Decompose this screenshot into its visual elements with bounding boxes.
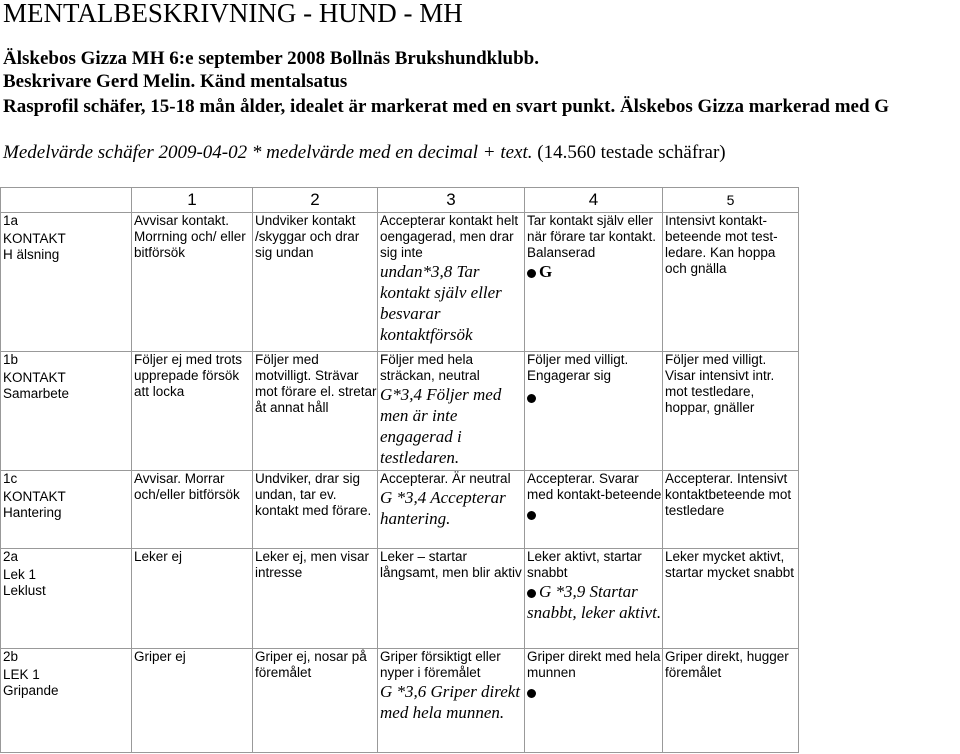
- header-line-2: Beskrivare Gerd Melin. Känd mentalsatus: [3, 71, 348, 92]
- row-code: 1b: [3, 352, 19, 367]
- cell-5: Följer med villigt. Visar intensivt intr. mot testledare, hoppar, gnäller: [663, 352, 799, 471]
- table-row: [1, 649, 799, 753]
- row-label: [1, 549, 132, 649]
- cell-5: Accepterar. Intensivt kontaktbeteende mot testledare: [663, 471, 799, 549]
- cell-3: [378, 471, 525, 549]
- subtitle-italic: Medelvärde schäfer 2009-04-02 * medelvärde med en decimal + text.: [3, 142, 533, 163]
- row-label: [1, 649, 132, 753]
- ideal-dot-icon: [527, 394, 536, 403]
- cell-3-text: Accepterar. Är neutral: [380, 471, 511, 486]
- subtitle: [3, 141, 726, 164]
- cell-4-text: Leker aktivt, startar snabbt: [527, 549, 642, 580]
- cell-3: [378, 649, 525, 753]
- cell-1: Avvisar kontakt. Morrning och/ eller bitförsök: [132, 213, 253, 352]
- row-name: Gripande: [3, 683, 59, 698]
- cell-2: Undviker kontakt /skyggar och drar sig undan: [253, 213, 378, 352]
- header-line-1: Älskebos Gizza MH 6:e september 2008 Bollnäs Brukshundklubb.: [3, 48, 539, 69]
- cell-3: [378, 213, 525, 352]
- col-header-2: 2: [253, 188, 378, 213]
- row-label: [1, 352, 132, 471]
- ideal-dot-icon: [527, 589, 536, 598]
- cell-3-text: Griper försiktigt eller nyper i föremålet: [380, 649, 501, 680]
- table-row: [1, 549, 799, 649]
- row-code: 2a: [3, 549, 19, 564]
- row-category: KONTAKT: [3, 370, 66, 385]
- cell-2: Leker ej, men visar intresse: [253, 549, 378, 649]
- cell-1: Följer ej med trots upprepade försök att locka: [132, 352, 253, 471]
- cell-4: [525, 549, 663, 649]
- cell-4: [525, 352, 663, 471]
- row-code: 1a: [3, 213, 19, 228]
- cell-3-text: Följer med hela sträckan, neutral: [380, 352, 480, 383]
- cell-5: Griper direkt, hugger föremålet: [663, 649, 799, 753]
- cell-3-average: G *3,4 Accepterar hantering.: [380, 488, 506, 528]
- cell-3-average: G *3,6 Griper direkt med hela munnen.: [380, 682, 521, 722]
- row-label: [1, 471, 132, 549]
- table-row: [1, 213, 799, 352]
- cell-3-text: Accepterar kontakt helt oengagerad, men drar sig inte: [380, 213, 519, 260]
- row-code: 2b: [3, 649, 19, 664]
- cell-4-text: Följer med villigt. Engagerar sig: [527, 352, 629, 383]
- col-header-4: 4: [525, 188, 663, 213]
- ideal-dot-icon: [527, 269, 536, 278]
- cell-4-text: Griper direkt med hela munnen: [527, 649, 661, 680]
- row-label: [1, 213, 132, 352]
- row-category: KONTAKT: [3, 489, 66, 504]
- header-row: [1, 188, 799, 213]
- table-row: [1, 471, 799, 549]
- cell-2: Undviker, drar sig undan, tar ev. kontakt med förare.: [253, 471, 378, 549]
- header-line-3: Rasprofil schäfer, 15-18 mån ålder, idealet är markerat med en svart punkt. Älskebos Gizza markerad med G: [3, 96, 890, 117]
- cell-5: Leker mycket aktivt, startar mycket snabbt: [663, 549, 799, 649]
- row-category: LEK 1: [3, 667, 40, 682]
- cell-4: [525, 213, 663, 352]
- document-title: MENTALBESKRIVNING - HUND - MH: [3, 0, 463, 28]
- cell-4-text: Accepterar. Svarar med kontakt-beteende: [527, 471, 662, 502]
- row-name: Hantering: [3, 505, 62, 520]
- ideal-dot-icon: [527, 689, 536, 698]
- cell-1: Avvisar. Morrar och/eller bitförsök: [132, 471, 253, 549]
- cell-3-average: undan*3,8 Tar kontakt själv eller besvarar kontaktförsök: [380, 262, 502, 344]
- cell-3: [378, 352, 525, 471]
- row-code: 1c: [3, 471, 18, 486]
- table-row: [1, 352, 799, 471]
- row-name: Leklust: [3, 583, 46, 598]
- row-category: Lek 1: [3, 567, 37, 582]
- header-empty: [1, 188, 132, 213]
- gizza-mark: G: [539, 262, 553, 281]
- ideal-dot-icon: [527, 511, 536, 520]
- row-name: H älsning: [3, 247, 60, 262]
- cell-4: [525, 649, 663, 753]
- cell-2: Griper ej, nosar på föremålet: [253, 649, 378, 753]
- row-name: Samarbete: [3, 386, 70, 401]
- cell-3: Leker – startar långsamt, men blir aktiv: [378, 549, 525, 649]
- col-header-5: 5: [663, 188, 799, 213]
- cell-3-average: G*3,4 Följer med men är inte engagerad i testledaren.: [380, 385, 502, 467]
- cell-4: [525, 471, 663, 549]
- cell-4-average: G *3,9 Startar snabbt, leker aktivt.: [527, 582, 662, 622]
- cell-2: Följer med motvilligt. Strävar mot förare el. stretar åt annat håll: [253, 352, 378, 471]
- col-header-3: 3: [378, 188, 525, 213]
- cell-5: Intensivt kontakt-beteende mot test-ledare. Kan hoppa och gnälla: [663, 213, 799, 352]
- subtitle-normal: (14.560 testade schäfrar): [537, 142, 726, 163]
- cell-1: Leker ej: [132, 549, 253, 649]
- row-category: KONTAKT: [3, 231, 66, 246]
- profile-table: [0, 187, 799, 753]
- cell-4-text: Tar kontakt själv eller när förare tar kontakt. Balanserad: [527, 213, 657, 260]
- col-header-1: 1: [132, 188, 253, 213]
- cell-1: Griper ej: [132, 649, 253, 753]
